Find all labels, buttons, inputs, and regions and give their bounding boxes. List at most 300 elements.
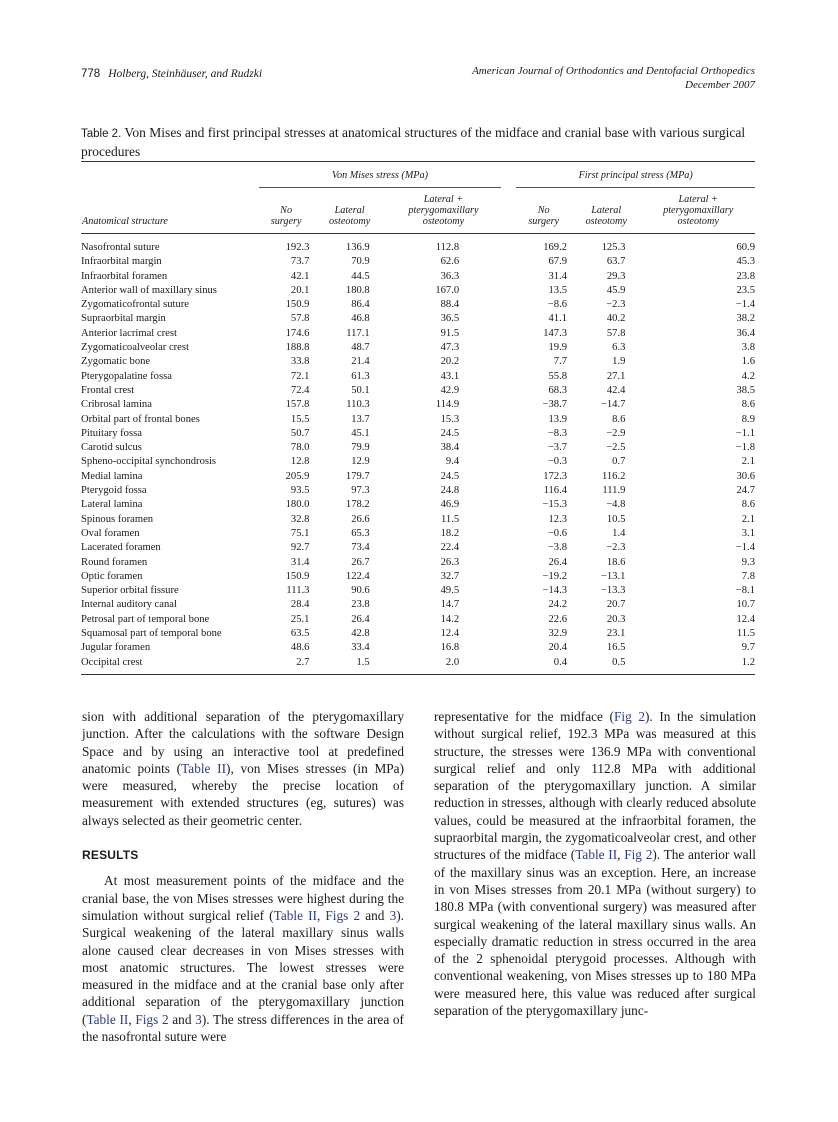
cross-reference-link[interactable]: Figs 2 bbox=[135, 1011, 169, 1027]
structure-name: Squamosal part of temporal bone bbox=[81, 628, 222, 640]
cross-reference-link[interactable]: Table II bbox=[575, 847, 618, 863]
stress-value: 42.4 bbox=[606, 384, 626, 396]
stress-value: 174.6 bbox=[285, 327, 310, 339]
stress-value: 23.8 bbox=[736, 270, 755, 282]
running-header-authors: Holberg, Steinhäuser, and Rudzki bbox=[108, 68, 263, 80]
stress-value: 49.5 bbox=[440, 585, 460, 597]
stress-value: 43.1 bbox=[440, 370, 460, 382]
table-row bbox=[81, 613, 755, 627]
structure-name: Anterior wall of maxillary sinus bbox=[81, 284, 217, 296]
text-run: and bbox=[168, 1011, 196, 1027]
stress-value: 8.6 bbox=[741, 399, 755, 411]
stress-value: 1.4 bbox=[612, 527, 626, 539]
stress-value: 36.3 bbox=[440, 270, 460, 282]
spacer bbox=[501, 270, 516, 284]
structure-name: Petrosal part of temporal bone bbox=[81, 613, 210, 625]
stress-value: 12.9 bbox=[351, 456, 370, 468]
stress-value: 31.4 bbox=[290, 556, 310, 568]
stress-value: 112.8 bbox=[435, 242, 460, 253]
stress-value: 20.3 bbox=[606, 613, 626, 625]
stress-value: 50.7 bbox=[290, 427, 310, 439]
table-row bbox=[81, 570, 755, 584]
cross-reference-link[interactable]: Fig 2 bbox=[613, 709, 645, 724]
stress-value: 9.3 bbox=[741, 556, 755, 568]
journal-title: American Journal of Orthodontics and Dentofacial Orthopedics bbox=[472, 65, 755, 77]
stress-value: 46.9 bbox=[440, 499, 460, 511]
spacer bbox=[501, 441, 516, 455]
stress-value: 1.6 bbox=[741, 356, 755, 368]
stress-value: 55.8 bbox=[548, 370, 568, 382]
spacer bbox=[501, 470, 516, 484]
stress-value: 8.9 bbox=[741, 413, 755, 425]
stress-value: 1.2 bbox=[641, 656, 755, 675]
stress-value: 86.4 bbox=[351, 299, 370, 311]
stress-value: 23.1 bbox=[606, 628, 626, 640]
stress-value: 205.9 bbox=[285, 470, 310, 482]
stress-value: 60.9 bbox=[736, 242, 755, 253]
table-row bbox=[81, 498, 755, 512]
structure-name: Internal auditory canal bbox=[81, 599, 177, 611]
stress-value: 13.7 bbox=[351, 413, 370, 425]
stress-value: 1.5 bbox=[313, 656, 385, 675]
table-row bbox=[81, 234, 755, 256]
stress-value: 38.5 bbox=[736, 384, 755, 396]
stress-value: 44.5 bbox=[351, 270, 370, 282]
stress-value: 24.5 bbox=[440, 427, 460, 439]
stress-value: 0.4 bbox=[516, 656, 571, 675]
stress-value: 20.7 bbox=[606, 599, 626, 611]
stress-value: 116.4 bbox=[543, 485, 568, 497]
stress-value: 178.2 bbox=[345, 499, 370, 511]
table-row bbox=[81, 255, 755, 269]
stress-value: 57.8 bbox=[290, 313, 310, 325]
stress-value: 26.4 bbox=[351, 613, 370, 625]
stress-value: 20.1 bbox=[290, 284, 310, 296]
stress-value: −8.3 bbox=[547, 427, 568, 439]
stress-value: 14.2 bbox=[440, 613, 460, 625]
col-header-structure: Anatomical structure bbox=[81, 188, 259, 234]
table-label: Table 2. bbox=[81, 128, 122, 140]
cross-reference-link[interactable]: Fig 2 bbox=[624, 847, 653, 863]
spacer bbox=[501, 570, 516, 584]
stress-value: 68.3 bbox=[548, 384, 568, 396]
table-row bbox=[81, 284, 755, 298]
stress-value: −13.1 bbox=[600, 570, 626, 582]
structure-name: Zygomatic bone bbox=[81, 356, 151, 368]
text-run: sion with additional separation of the pterygomaxillary junction. After the calculations with the software Design Space and by using an interactive tool at predefined anatomic points ( bbox=[82, 709, 404, 776]
stress-value: −19.2 bbox=[542, 570, 568, 582]
structure-name: Cribrosal lamina bbox=[81, 399, 152, 411]
table-row bbox=[81, 556, 755, 570]
col-header-fp-lateral: Lateral osteotomy bbox=[571, 188, 641, 234]
running-header bbox=[81, 64, 755, 94]
stress-value: 38.2 bbox=[736, 313, 755, 325]
stress-value: 10.7 bbox=[736, 599, 755, 611]
table-row bbox=[81, 427, 755, 441]
stress-value: 97.3 bbox=[351, 485, 370, 497]
table-row bbox=[81, 341, 755, 355]
structure-name: Nasofrontal suture bbox=[81, 242, 160, 253]
stress-value: 11.5 bbox=[736, 628, 755, 640]
stress-value: 13.5 bbox=[548, 284, 568, 296]
body-column-left bbox=[82, 708, 404, 1045]
stress-value: 7.8 bbox=[741, 570, 755, 582]
stress-value: −8.6 bbox=[547, 299, 568, 311]
stress-value: 50.1 bbox=[351, 384, 370, 396]
structure-name: Anterior lacrimal crest bbox=[81, 327, 177, 339]
table-row bbox=[81, 584, 755, 598]
stress-value: −1.1 bbox=[735, 427, 755, 439]
structure-name: Zygomaticoalveolar crest bbox=[81, 342, 189, 354]
stress-value: 15.5 bbox=[290, 413, 310, 425]
structure-name: Superior orbital fissure bbox=[81, 585, 179, 597]
table-row bbox=[81, 513, 755, 527]
stress-value: 63.5 bbox=[290, 628, 310, 640]
stress-value: 18.6 bbox=[606, 556, 626, 568]
stress-value: 45.3 bbox=[736, 256, 755, 268]
table-caption-text: Von Mises and first principal stresses at anatomical structures of the midface and cranial base with various surgical procedures bbox=[81, 125, 746, 159]
paragraph bbox=[434, 708, 756, 1019]
stress-value: 65.3 bbox=[351, 527, 370, 539]
stress-value: 42.1 bbox=[290, 270, 310, 282]
stress-value: 20.2 bbox=[440, 356, 460, 368]
stress-value: 45.1 bbox=[351, 427, 370, 439]
stress-value: 92.7 bbox=[290, 542, 310, 554]
stress-value: 28.4 bbox=[290, 599, 310, 611]
stress-value: −4.8 bbox=[606, 499, 626, 511]
stress-table bbox=[81, 161, 755, 675]
stress-value: 26.6 bbox=[351, 513, 370, 525]
table-row bbox=[81, 270, 755, 284]
spacer bbox=[501, 327, 516, 341]
stress-value: 114.9 bbox=[435, 399, 460, 411]
table-row bbox=[81, 641, 755, 655]
stress-value: 12.8 bbox=[290, 456, 310, 468]
stress-value: 180.8 bbox=[345, 284, 370, 296]
spacer bbox=[501, 312, 516, 326]
stress-value: 2.1 bbox=[741, 456, 755, 468]
stress-value: 24.7 bbox=[736, 485, 755, 497]
stress-value: 117.1 bbox=[346, 327, 370, 339]
spacer bbox=[501, 513, 516, 527]
stress-value: 157.8 bbox=[285, 399, 310, 411]
spacer bbox=[501, 298, 516, 312]
cross-reference-link[interactable]: Figs 2 bbox=[325, 907, 361, 923]
stress-value: 29.3 bbox=[606, 270, 626, 282]
structure-name: Jugular foramen bbox=[81, 642, 151, 654]
stress-value: −15.3 bbox=[542, 499, 568, 511]
stress-value: 31.4 bbox=[548, 270, 568, 282]
body-column-right bbox=[434, 708, 756, 1019]
stress-value: 2.1 bbox=[741, 513, 755, 525]
structure-name: Medial lamina bbox=[81, 470, 143, 482]
stress-value: 24.5 bbox=[440, 470, 460, 482]
spacer bbox=[501, 370, 516, 384]
table-row bbox=[81, 327, 755, 341]
stress-value: 93.5 bbox=[290, 485, 310, 497]
spacer bbox=[501, 641, 516, 655]
stress-value: 136.9 bbox=[345, 242, 370, 253]
stress-value: 42.9 bbox=[440, 384, 460, 396]
structure-name: Oval foramen bbox=[81, 527, 140, 539]
stress-value: 21.4 bbox=[351, 356, 370, 368]
stress-value: 22.4 bbox=[440, 542, 460, 554]
stress-value: 73.7 bbox=[290, 256, 310, 268]
structure-name: Round foramen bbox=[81, 556, 148, 568]
stress-value: 8.6 bbox=[612, 413, 626, 425]
stress-value: 111.3 bbox=[286, 585, 310, 597]
table-row bbox=[81, 656, 755, 675]
structure-name: Optic foramen bbox=[81, 570, 143, 582]
stress-value: 169.2 bbox=[543, 242, 568, 253]
stress-value: 32.9 bbox=[548, 628, 568, 640]
stress-value: 70.9 bbox=[351, 256, 370, 268]
stress-value: 22.6 bbox=[548, 613, 568, 625]
spacer bbox=[501, 498, 516, 512]
stress-value: 26.7 bbox=[351, 556, 370, 568]
stress-value: 41.1 bbox=[548, 313, 568, 325]
table-row bbox=[81, 598, 755, 612]
structure-name: Frontal crest bbox=[81, 384, 135, 396]
stress-value: 45.9 bbox=[606, 284, 626, 296]
stress-value: 32.8 bbox=[290, 513, 310, 525]
spacer bbox=[501, 584, 516, 598]
col-header-fp-lateral-ptm: Lateral + pterygomaxillary osteotomy bbox=[641, 188, 755, 234]
stress-value: 24.8 bbox=[440, 485, 460, 497]
stress-value: 25.1 bbox=[290, 613, 310, 625]
table-row bbox=[81, 441, 755, 455]
stress-value: 90.6 bbox=[351, 585, 370, 597]
stress-value: 12.3 bbox=[548, 513, 568, 525]
stress-value: −14.7 bbox=[600, 399, 626, 411]
spacer bbox=[501, 427, 516, 441]
spacer bbox=[501, 355, 516, 369]
section-heading-results: RESULTS bbox=[82, 848, 139, 863]
stress-value: 12.4 bbox=[736, 613, 755, 625]
stress-value: −1.4 bbox=[735, 299, 755, 311]
stress-value: 150.9 bbox=[285, 299, 310, 311]
spacer bbox=[501, 627, 516, 641]
stress-value: 48.6 bbox=[290, 642, 310, 654]
structure-name: Supraorbital margin bbox=[81, 313, 166, 325]
cross-reference-link[interactable]: Table II bbox=[273, 907, 317, 923]
cross-reference-link[interactable]: Table II bbox=[86, 1011, 129, 1027]
stress-value: 7.7 bbox=[553, 356, 568, 368]
stress-value: 6.3 bbox=[612, 342, 626, 354]
stress-value: 63.7 bbox=[606, 256, 626, 268]
col-header-vm-no-surgery: No surgery bbox=[259, 188, 314, 234]
table-row bbox=[81, 384, 755, 398]
running-header-journal bbox=[472, 64, 755, 92]
spacer bbox=[501, 341, 516, 355]
structure-name: Spheno-occipital synchondrosis bbox=[81, 456, 217, 468]
text-run: representative for the midface ( bbox=[434, 709, 614, 724]
table-row bbox=[81, 312, 755, 326]
stress-value: 73.4 bbox=[351, 542, 370, 554]
paragraph bbox=[82, 708, 404, 829]
spacer bbox=[501, 284, 516, 298]
stress-value: −1.4 bbox=[735, 542, 755, 554]
stress-value: 116.2 bbox=[601, 470, 626, 482]
group-header-von-mises: Von Mises stress (MPa) bbox=[259, 162, 501, 188]
structure-name: Lacerated foramen bbox=[81, 542, 161, 554]
stress-value: 188.8 bbox=[285, 342, 310, 354]
stress-value: 125.3 bbox=[601, 242, 626, 253]
stress-value: 14.7 bbox=[440, 599, 460, 611]
spacer bbox=[501, 413, 516, 427]
stress-value: −38.7 bbox=[542, 399, 568, 411]
stress-value: 72.1 bbox=[290, 370, 310, 382]
stress-value: 8.6 bbox=[741, 499, 755, 511]
stress-value: −2.5 bbox=[606, 442, 626, 454]
structure-name: Occipital crest bbox=[81, 656, 259, 675]
structure-name: Pterygopalatine fossa bbox=[81, 370, 172, 382]
col-header-vm-lateral-ptm: Lateral + pterygomaxillary osteotomy bbox=[386, 188, 501, 234]
table-row bbox=[81, 455, 755, 469]
text-run: ). Surgical weakening of the lateral maxillary sinus walls alone caused clear decreases in von Mises stresses with most anatomic structures. The lowest stresses were measured in the midface and at the cranial base only after additional separation of the pterygomaxillary junction ( bbox=[82, 907, 404, 1027]
stress-value: 36.5 bbox=[440, 313, 460, 325]
stress-value: −1.8 bbox=[735, 442, 755, 454]
table-row bbox=[81, 413, 755, 427]
table-row bbox=[81, 470, 755, 484]
spacer bbox=[501, 384, 516, 398]
cross-reference-link[interactable]: 3 bbox=[389, 907, 397, 923]
structure-name: Lateral lamina bbox=[81, 499, 143, 511]
stress-value: 26.4 bbox=[548, 556, 568, 568]
page-number: 778 bbox=[81, 68, 101, 80]
stress-value: 18.2 bbox=[440, 527, 460, 539]
stress-value: 147.3 bbox=[543, 327, 568, 339]
table-row bbox=[81, 398, 755, 412]
stress-value: 46.8 bbox=[351, 313, 370, 325]
stress-value: 26.3 bbox=[440, 556, 460, 568]
text-run: ). In the simulation without surgical relief, 192.3 MPa was measured at this structure, the stresses were 136.9 MPa with conventional surgical relief and only 112.8 MPa with additional separation of the pterygomaxillary junction. A similar reduction in stresses, although with clearly reduced absolute values, could be measured at the infraorbital foramen, the supraorbital margin, the zygomaticoalveolar crest, and other structures of the midface ( bbox=[434, 709, 757, 863]
structure-name: Zygomaticofrontal suture bbox=[81, 299, 189, 311]
spacer bbox=[501, 398, 516, 412]
stress-value: −2.3 bbox=[606, 299, 626, 311]
stress-value: 32.7 bbox=[440, 570, 460, 582]
stress-value: −8.1 bbox=[735, 585, 755, 597]
spacer bbox=[501, 255, 516, 269]
stress-value: 61.3 bbox=[351, 370, 370, 382]
stress-value: −0.3 bbox=[547, 456, 568, 468]
stress-value: 67.9 bbox=[548, 256, 568, 268]
structure-name: Infraorbital margin bbox=[81, 256, 162, 268]
stress-value: 42.8 bbox=[351, 628, 370, 640]
text-run: ). The anterior wall of the maxillary sinus was an exception. Here, an increase in von Mises stresses from 20.1 MPa (without surgery) to 180.8 MPa (with conventional surgery) was measured after surgical weakening of the lateral maxillary sinus walls. An especially dramatic reduction in stress occurred in the area of the 2 sphenoidal pterygoid processes. Although with conventional weakening, von Mises stresses up to 180 MPa were measured here, this value was reduced after surgical separation of the pterygomaxillary junc- bbox=[434, 847, 756, 1019]
stress-value: 11.5 bbox=[441, 513, 460, 525]
stress-value: 10.5 bbox=[606, 513, 626, 525]
stress-value: 19.9 bbox=[548, 342, 568, 354]
paragraph bbox=[82, 872, 404, 1045]
stress-value: 30.6 bbox=[736, 470, 755, 482]
col-header-vm-lateral: Lateral osteotomy bbox=[313, 188, 385, 234]
stress-value: 78.0 bbox=[290, 442, 310, 454]
stress-value: 0.5 bbox=[571, 656, 641, 675]
stress-value: −2.3 bbox=[606, 542, 626, 554]
stress-value: 20.4 bbox=[548, 642, 568, 654]
stress-value: 172.3 bbox=[543, 470, 568, 482]
stress-value: 4.2 bbox=[741, 370, 755, 382]
stress-value: 0.7 bbox=[612, 456, 626, 468]
table-row bbox=[81, 541, 755, 555]
cross-reference-link[interactable]: 3 bbox=[195, 1011, 202, 1027]
spacer bbox=[501, 455, 516, 469]
stress-value: 111.9 bbox=[602, 485, 626, 497]
stress-value: 24.2 bbox=[548, 599, 568, 611]
stress-value: 48.7 bbox=[351, 342, 370, 354]
spacer bbox=[501, 656, 516, 675]
cross-reference-link[interactable]: Table II bbox=[181, 760, 227, 776]
col-header-fp-no-surgery: No surgery bbox=[516, 188, 571, 234]
group-header-row bbox=[81, 162, 755, 188]
stress-value: 33.4 bbox=[351, 642, 370, 654]
stress-value: 23.5 bbox=[736, 284, 755, 296]
spacer bbox=[501, 541, 516, 555]
stress-value: 150.9 bbox=[285, 570, 310, 582]
stress-value: 9.4 bbox=[445, 456, 460, 468]
spacer bbox=[501, 613, 516, 627]
stress-value: 91.5 bbox=[440, 327, 460, 339]
stress-value: −2.9 bbox=[606, 427, 626, 439]
table-body bbox=[81, 234, 755, 675]
structure-name: Carotid sulcus bbox=[81, 442, 142, 454]
stress-value: 179.7 bbox=[345, 470, 370, 482]
stress-value: −3.7 bbox=[547, 442, 568, 454]
structure-name: Pituitary fossa bbox=[81, 427, 142, 439]
text-run: ). The stress differences in the area of the nasofrontal suture were bbox=[82, 1011, 404, 1045]
text-run: ), von Mises stresses (in MPa) were measured, whereby the precise location of measurement with extended structures (eg, sutures) was always selected as their geometric center. bbox=[82, 760, 405, 828]
stress-value: 13.9 bbox=[548, 413, 568, 425]
spacer bbox=[501, 234, 516, 256]
spacer bbox=[501, 484, 516, 498]
stress-value: −14.3 bbox=[542, 585, 568, 597]
stress-value: 2.0 bbox=[386, 656, 501, 675]
spacer bbox=[501, 527, 516, 541]
text-run: , bbox=[617, 847, 625, 863]
text-run: and bbox=[360, 907, 390, 923]
stress-value: 38.4 bbox=[440, 442, 460, 454]
spacer bbox=[501, 556, 516, 570]
stress-value: 192.3 bbox=[285, 242, 310, 253]
structure-name: Pterygoid fossa bbox=[81, 485, 147, 497]
stress-value: 3.1 bbox=[741, 527, 755, 539]
structure-name: Spinous foramen bbox=[81, 513, 154, 525]
table-row bbox=[81, 355, 755, 369]
stress-value: 15.3 bbox=[440, 413, 460, 425]
journal-issue: December 2007 bbox=[685, 79, 755, 91]
stress-value: 167.0 bbox=[435, 284, 460, 296]
spacer bbox=[501, 598, 516, 612]
stress-value: 2.7 bbox=[259, 656, 314, 675]
stress-value: −0.6 bbox=[547, 527, 568, 539]
stress-value: 23.8 bbox=[351, 599, 370, 611]
stress-value: 180.0 bbox=[285, 499, 310, 511]
stress-value: 12.4 bbox=[440, 628, 460, 640]
table-row bbox=[81, 298, 755, 312]
stress-value: 47.3 bbox=[440, 342, 460, 354]
stress-value: 75.1 bbox=[290, 527, 310, 539]
stress-value: 1.9 bbox=[612, 356, 626, 368]
text-run: , bbox=[128, 1011, 136, 1027]
text-run: , bbox=[316, 907, 326, 923]
stress-value: −13.3 bbox=[600, 585, 626, 597]
table-row bbox=[81, 527, 755, 541]
stress-value: 3.8 bbox=[741, 342, 755, 354]
table-row bbox=[81, 484, 755, 498]
stress-value: 40.2 bbox=[606, 313, 626, 325]
stress-value: 62.6 bbox=[440, 256, 460, 268]
